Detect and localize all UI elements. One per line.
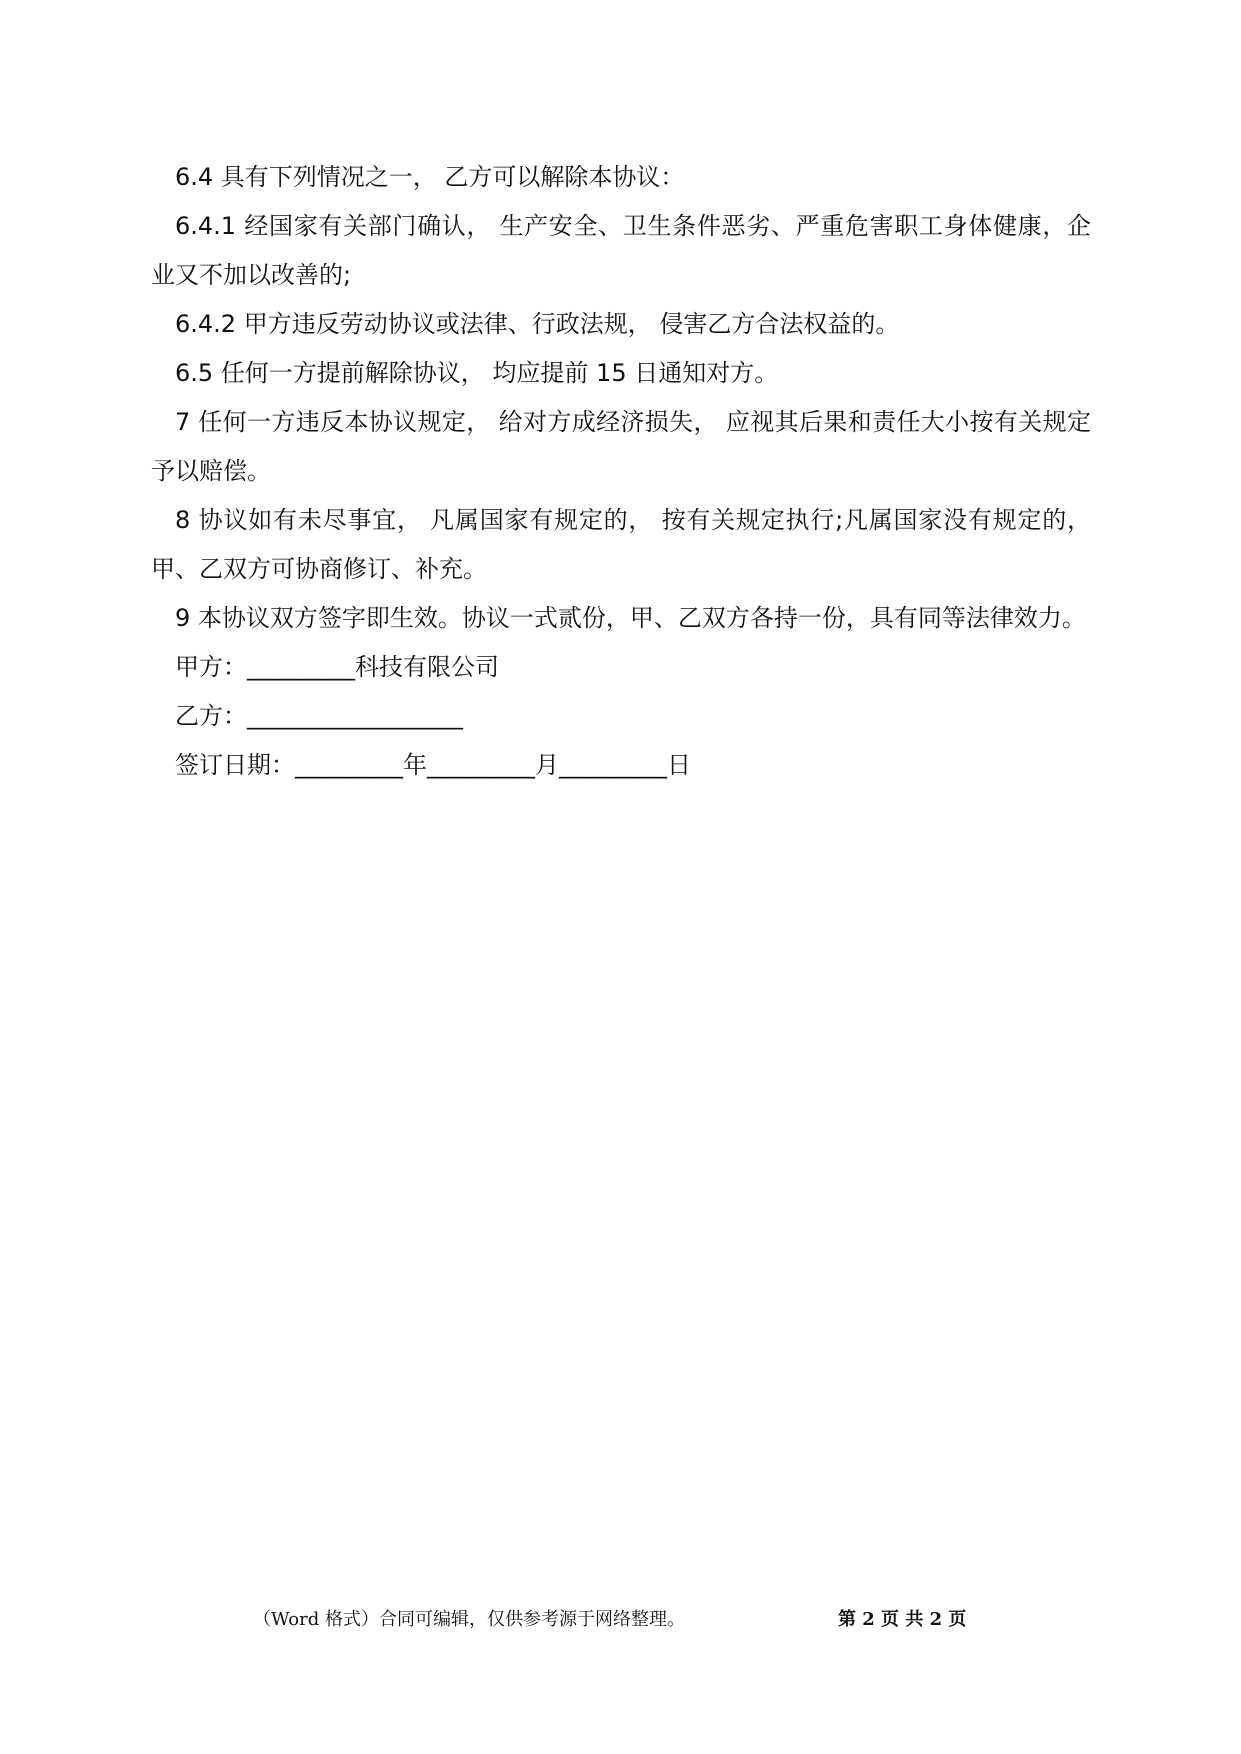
clause-6-4-1: 6.4.1 经国家有关部门确认， 生产安全、卫生条件恶劣、严重危害职工身体健康，企业又不加以改善的; xyxy=(151,212,1091,289)
signing-date-line: 签订日期：_________年_________月_________日 xyxy=(175,751,691,779)
footer-note: （Word 格式）合同可编辑，仅供参考源于网络整理。 xyxy=(253,1609,685,1630)
clause-6-4-2: 6.4.2 甲方违反劳动协议或法律、行政法规， 侵害乙方合法权益的。 xyxy=(175,310,900,338)
agreement-body xyxy=(151,153,1091,790)
clause-6-5: 6.5 任何一方提前解除协议， 均应提前 15 日通知对方。 xyxy=(175,359,779,387)
clause-7: 7 任何一方违反本协议规定， 给对方成经济损失， 应视其后果和责任大小按有关规定予以赔偿。 xyxy=(151,408,1091,485)
clause-8: 8 协议如有未尽事宜， 凡属国家有规定的， 按有关规定执行;凡属国家没有规定的，甲、乙双方可协商修订、补充。 xyxy=(151,506,1091,583)
clause-9: 9 本协议双方签字即生效。协议一式贰份，甲、乙双方各持一份，具有同等法律效力。 xyxy=(175,604,1086,632)
clause-6-4: 6.4 具有下列情况之一， 乙方可以解除本协议： xyxy=(175,163,685,191)
party-a-signature-line: 甲方：_________科技有限公司 xyxy=(175,653,499,681)
party-b-signature-line: 乙方：__________________ xyxy=(175,702,463,730)
page-number: 第 2 页 共 2 页 xyxy=(838,1609,967,1630)
